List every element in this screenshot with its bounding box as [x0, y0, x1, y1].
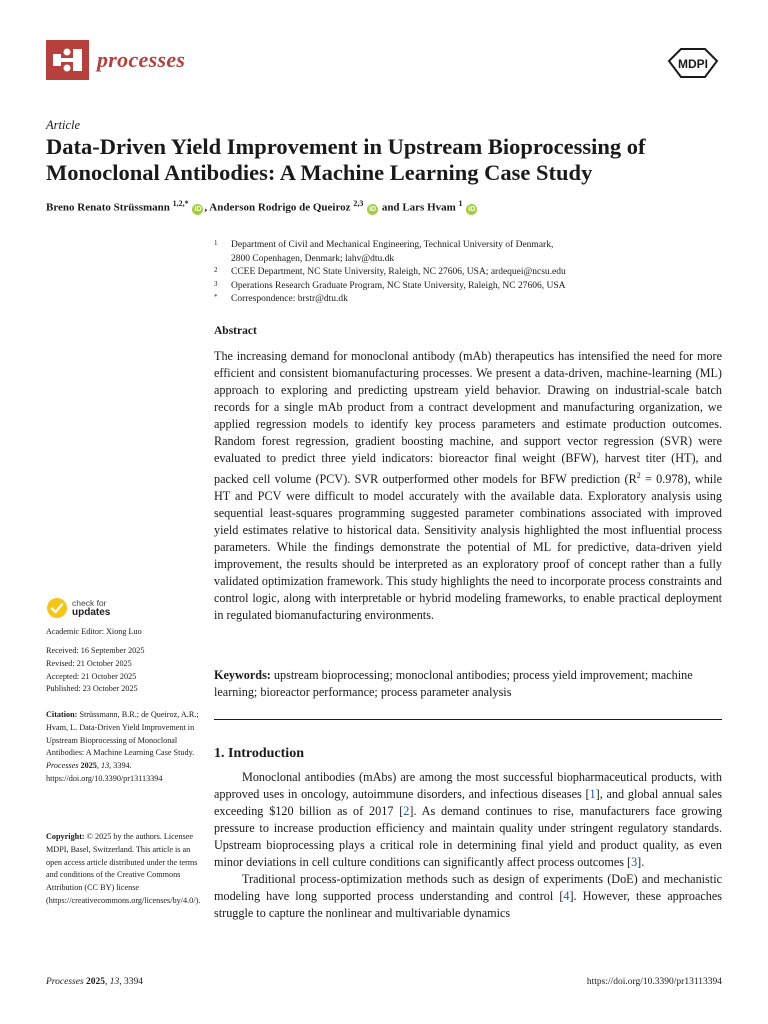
section-divider: [214, 719, 722, 720]
title-line-2: Monoclonal Antibodies: A Machine Learning Case Study: [46, 160, 593, 185]
paragraph: Traditional process-optimization methods such as design of experiments (DoE) and mechanistic modeling have long supported process understanding and control [4]. However, these approaches struggle to capture the nonlinear and multivariable dynamics: [214, 872, 723, 920]
received-date: Received: 16 September 2025: [46, 646, 145, 655]
revised-date: Revised: 21 October 2025: [46, 658, 132, 668]
publication-dates: [46, 645, 204, 696]
affiliation-item: 3 Operations Research Graduate Program, NC State University, Raleigh, NC 27606, USA: [214, 279, 566, 291]
title-line-1: Data-Driven Yield Improvement in Upstream Bioprocessing of: [46, 134, 646, 159]
keywords-text: upstream bioprocessing; monoclonal antibodies; process yield improvement; machine learning; bioreactor performance; process parameter analysis: [214, 668, 693, 699]
publisher-logo[interactable]: [667, 47, 719, 79]
keywords-label: Keywords:: [214, 668, 271, 682]
footer-journal-info: Processes 2025, 13, 3394: [46, 977, 144, 987]
article-type: Article: [46, 118, 81, 132]
affiliations: [214, 239, 566, 307]
citation-link[interactable]: 4: [563, 889, 570, 903]
affiliation-item: 1 Department of Civil and Mechanical Engineering, Technical University of Denmark, 2800 Copenhagen, Denmark; lahv@dtu.dk: [214, 239, 554, 264]
abstract-heading: Abstract: [214, 325, 257, 337]
academic-editor: Academic Editor: Xiong Luo: [46, 627, 142, 636]
citation-link[interactable]: 3: [631, 855, 638, 869]
affiliation-item: 2 CCEE Department, NC State University, Raleigh, NC 27606, USA; ardequei@ncsu.edu: [214, 266, 566, 277]
publisher-name: MDPI: [678, 57, 708, 71]
published-date: Published: 23 October 2025: [46, 684, 138, 694]
author-list: Breno Renato Strüssmann $^{1,2,*}$ iD , Anderson Rodrigo de Queiroz $^{2,3}$ iD and Lars Hvam $^1$ iD: [46, 199, 476, 214]
journal-name: processes: [97, 47, 186, 72]
author-affil: 1,2,*: [172, 199, 189, 208]
abstract-text: The increasing demand for monoclonal antibody (mAb) therapeutics has intensified the need for more efficient and consistent biomanufacturing processes. We present a data-driven, machine-learning (ML) approach to exploring and predicting upstream yield behavior. Drawing on industrial-scale batch records for a single mAb product from a contract development and manufacturing organization, we applied regression models to identify key process parameters and estimate production outcomes. Random forest regression, gradient boosting machine, and support vector regression (SVR) were evaluated to predict three yield indicators: bioreactor final weight (BFW), harvest titer (HT), and packed cell volume (PCV). SVR outperformed other models for BFW prediction $(R^2 = 0.978)$, while HT and PCV were difficult to model accurately with the available data. Exploratory analysis using sequential least-squares programming suggested parameter combinations associated with improved yield estimates relative to historical data. Sensitivity analysis highlighted the most influential process parameters. While the findings demonstrate the potential of ML for predictive, data-driven yield improvement, the results should be interpreted as an exploratory proof of concept rather than a fully validated optimization framework. This study highlights the need to incorporate process constraints and control logic, along with interpretable or hybrid modeling frameworks, to enable practical deployment in regulated biomanufacturing environments.: [214, 349, 722, 623]
author-affil: 2,3: [353, 199, 364, 208]
check-for-updates-button[interactable]: check for updates: [46, 597, 110, 619]
author-name[interactable]: Anderson Rodrigo de Queiroz: [209, 201, 351, 214]
journal-logo-icon: [46, 40, 89, 80]
citation-link[interactable]: 2: [403, 804, 410, 818]
introduction-heading: 1. Introduction: [214, 746, 304, 761]
footer-doi-link[interactable]: https://doi.org/10.3390/pr13113394: [586, 977, 722, 987]
copyright-block: Copyright: © 2025 by the authors. Licensee MDPI, Basel, Switzerland. This article is an open access article distributed under the terms and conditions of the Creative Commons Attribution (CC BY) license (https://creativecommons.org/licenses/by/4.0/).: [46, 832, 201, 905]
introduction-text: [214, 769, 722, 922]
check-updates-icon: [46, 597, 68, 619]
orcid-icon[interactable]: iD: [194, 205, 202, 213]
paragraph: Monoclonal antibodies (mAbs) are among the most successful biopharmaceutical products, with approved uses in oncology, autoimmune disorders, and infectious diseases [1], and global annual sales exceeding $120 billion as of 2017 [2]. As demand continues to rise, manufacturers face growing pressure to increase production efficiency and maintain quality under stringent regulatory standards. Upstream bioprocessing plays a critical role in determining final yield and product quality, as even minor deviations in cell culture conditions can significantly affect process outcomes [3].: [214, 770, 723, 869]
author-name[interactable]: Lars Hvam: [402, 201, 456, 214]
citation-link[interactable]: 1: [589, 787, 596, 801]
orcid-icon[interactable]: iD: [468, 205, 476, 213]
citation-doi-link[interactable]: , 3394. https://doi.org/10.3390/pr13113394: [46, 761, 163, 783]
author-name[interactable]: Breno Renato Strüssmann: [46, 201, 170, 214]
article-title: [46, 134, 736, 186]
keywords: [214, 667, 722, 701]
journal-logo[interactable]: [46, 40, 185, 80]
affiliation-item: * Correspondence: brstr@dtu.dk: [214, 293, 566, 307]
author-affil: 1: [458, 199, 463, 208]
correspondence: Correspondence: brstr@dtu.dk: [231, 294, 348, 304]
accepted-date: Accepted: 21 October 2025: [46, 671, 137, 681]
orcid-icon[interactable]: iD: [369, 205, 377, 213]
citation-block: Citation: Strüssmann, B.R.; de Queiroz, A.R.; Hvam, L. Data-Driven Yield Improvement in Upstream Bioprocessing of Monoclonal Antibodies: A Machine Learning Case Study. Processes 2025, 13, 3394. https://doi.org/10.3390/pr13113394: [46, 710, 199, 783]
